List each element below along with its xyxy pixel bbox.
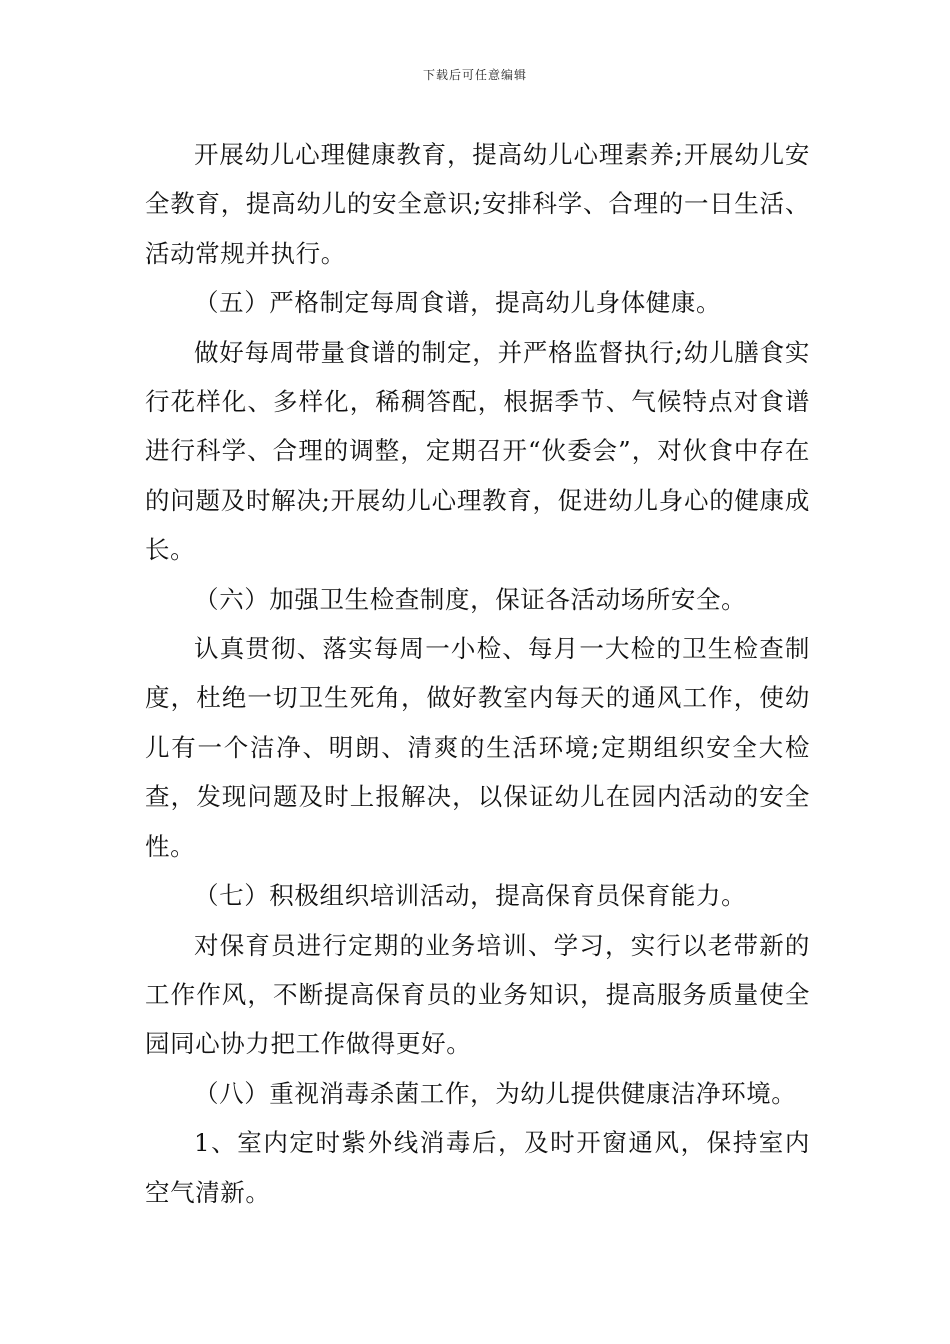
- paragraph-weekly-menu: 做好每周带量食谱的制定，并严格监督执行;幼儿膳食实行花样化、多样化，稀稠答配，根据季节、气候特点对食谱进行科学、合理的调整，定期召开“伙委会”，对伙食中存在的问题及时解决;开展幼儿心理教育，促进幼儿身心的健康成长。: [145, 337, 810, 565]
- paragraph-disinfection: 1、室内定时紫外线消毒后，及时开窗通风，保持室内空气清新。: [145, 1128, 810, 1207]
- section-heading-seven: （七）积极组织培训活动，提高保育员保育能力。: [194, 881, 747, 911]
- paragraph-hygiene-inspection: 认真贯彻、落实每周一小检、每月一大检的卫生检查制度，杜绝一切卫生死角，做好教室内每天的通风工作，使幼儿有一个洁净、明朗、清爽的生活环境;定期组织安全大检查，发现问题及时上报解决，以保证幼儿在园内活动的安全性。: [145, 634, 810, 861]
- document-body: [145, 130, 810, 1217]
- section-heading-eight: （八）重视消毒杀菌工作，为幼儿提供健康洁净环境。: [194, 1078, 797, 1108]
- section-heading-five: （五）严格制定每周食谱，提高幼儿身体健康。: [194, 288, 722, 318]
- paragraph-staff-training: 对保育员进行定期的业务培训、学习，实行以老带新的工作作风，不断提高保育员的业务知识，提高服务质量使全园同心协力把工作做得更好。: [145, 930, 810, 1059]
- section-heading-six: （六）加强卫生检查制度，保证各活动场所安全。: [194, 584, 747, 614]
- header-note: 下载后可任意编辑: [422, 68, 527, 82]
- paragraph-mental-health: 开展幼儿心理健康教育，提高幼儿心理素养;开展幼儿安全教育，提高幼儿的安全意识;安排科学、合理的一日生活、活动常规并执行。: [145, 140, 810, 268]
